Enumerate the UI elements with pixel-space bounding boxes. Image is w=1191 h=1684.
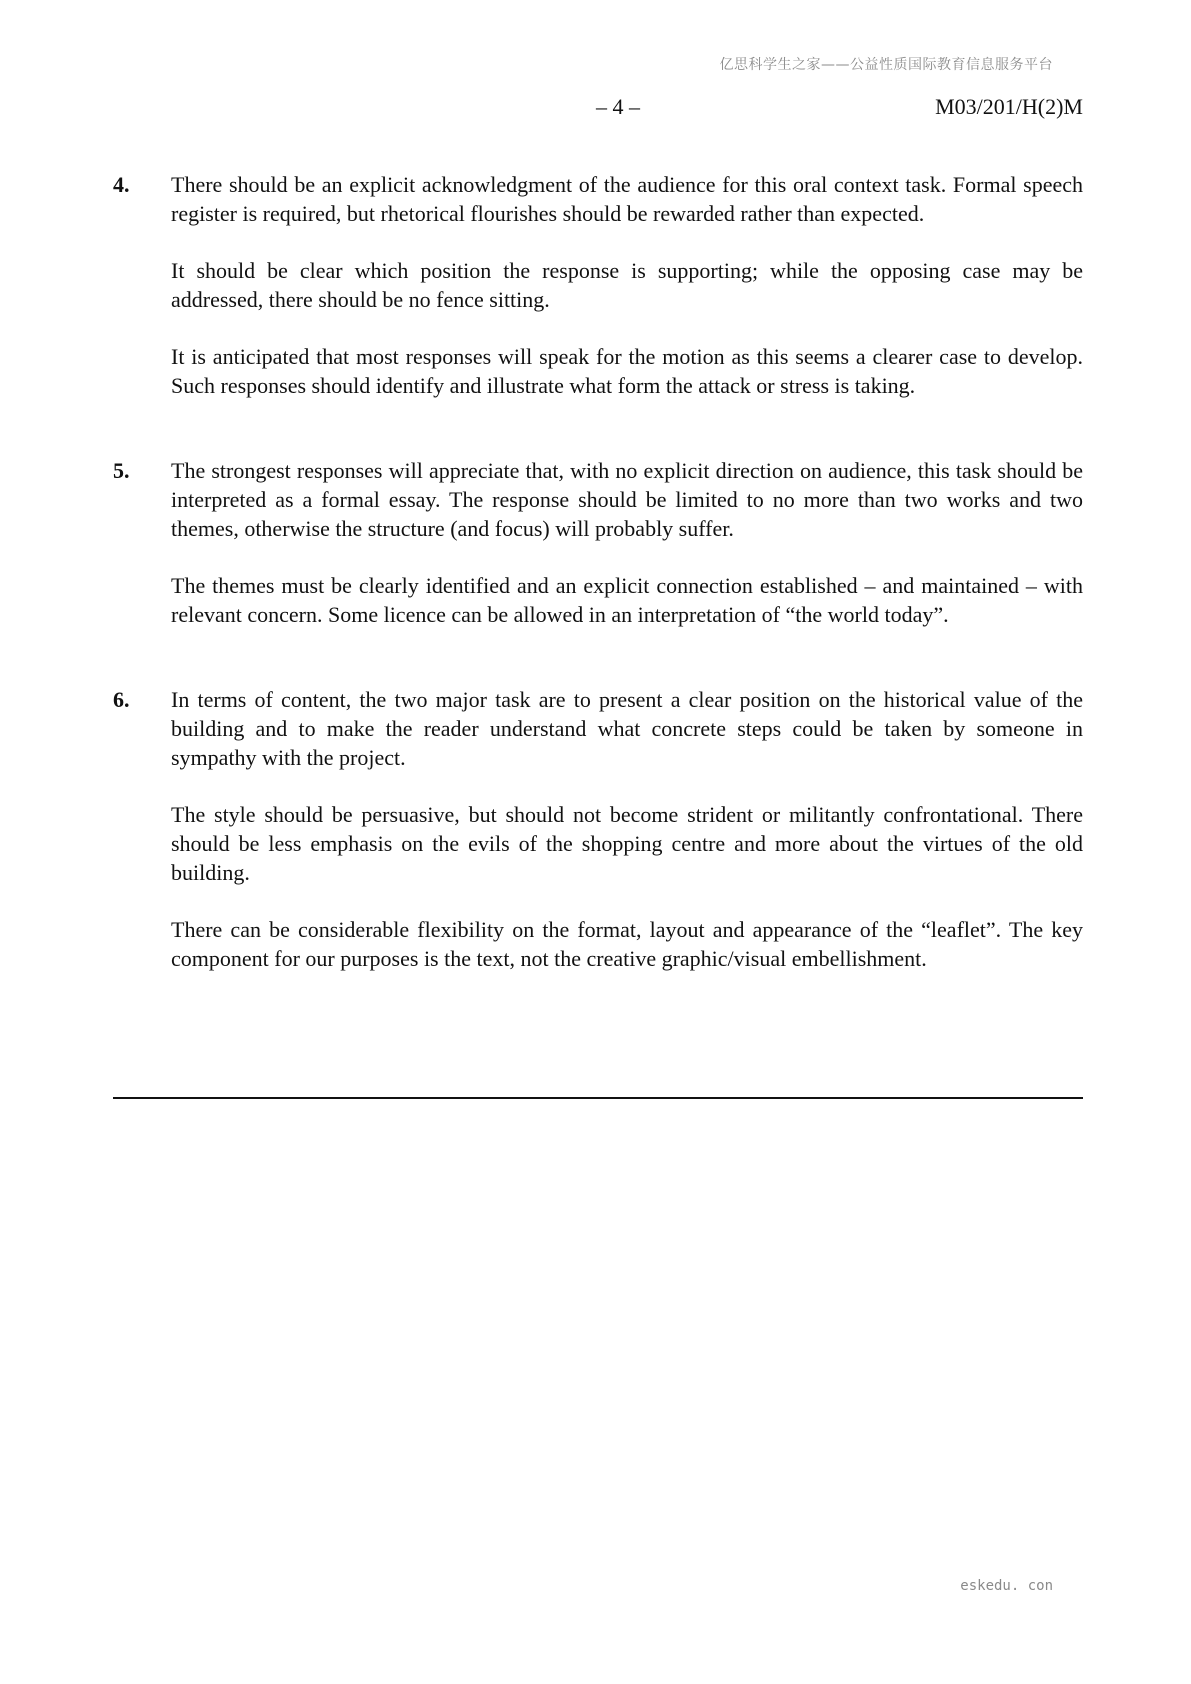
paragraph: In terms of content, the two major task are to present a clear position on the historical value of the building and to make the reader understand what concrete steps could be taken by someone in sympathy with the project. bbox=[171, 687, 1083, 770]
paragraph: It is anticipated that most responses will speak for the motion as this seems a clearer case to develop. Such responses should identify and illustrate what form the attack or stress is taking. bbox=[171, 344, 1083, 398]
paragraph: The style should be persuasive, but should not become strident or militantly confrontational. There should be less emphasis on the evils of the shopping centre and more about the virtues of the old building. bbox=[171, 802, 1083, 885]
paragraph: There should be an explicit acknowledgment of the audience for this oral context task. Formal speech register is required, but rhetorical flourishes should be rewarded rather than expected. bbox=[171, 172, 1083, 226]
paragraph: There can be considerable flexibility on the format, layout and appearance of the “leaflet”. The key component for our purposes is the text, not the creative graphic/visual embellishment. bbox=[171, 917, 1083, 971]
question-number: 4. bbox=[113, 172, 130, 197]
page-number: – 4 – bbox=[596, 94, 640, 119]
document-code: M03/201/H(2)M bbox=[935, 94, 1083, 119]
paragraph: It should be clear which position the response is supporting; while the opposing case may be addressed, there should be no fence sitting. bbox=[171, 258, 1083, 312]
question-number: 6. bbox=[113, 687, 130, 712]
paragraph: The strongest responses will appreciate that, with no explicit direction on audience, this task should be interpreted as a formal essay. The response should be limited to no more than two works and two themes, otherwise the structure (and focus) will probably suffer. bbox=[171, 458, 1083, 541]
question-6 bbox=[113, 685, 1083, 973]
question-body bbox=[171, 170, 1083, 400]
end-divider bbox=[113, 1097, 1083, 1099]
header-watermark: 亿思科学生之家——公益性质国际教育信息服务平台 bbox=[719, 57, 1053, 73]
question-5 bbox=[113, 456, 1083, 629]
footer-watermark: eskedu. con bbox=[960, 1578, 1053, 1594]
paragraph: The themes must be clearly identified and an explicit connection established – and maintained – with relevant concern. Some licence can be allowed in an interpretation of “the world today”. bbox=[171, 573, 1083, 627]
question-body bbox=[171, 456, 1083, 629]
markscheme-content bbox=[113, 170, 1083, 1029]
question-4 bbox=[113, 170, 1083, 400]
question-number: 5. bbox=[113, 458, 130, 483]
question-body bbox=[171, 685, 1083, 973]
